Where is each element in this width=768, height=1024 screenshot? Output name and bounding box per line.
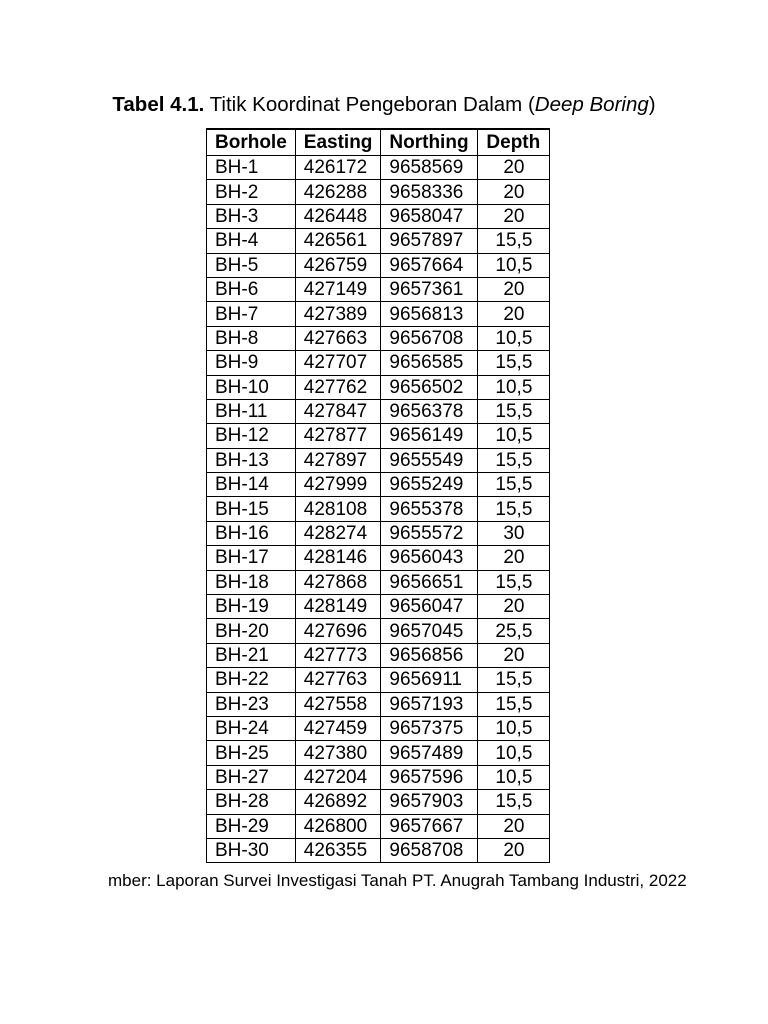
cell-borhole: BH-11 <box>207 399 296 423</box>
cell-borhole: BH-9 <box>207 351 296 375</box>
table-body <box>207 156 550 863</box>
table-row <box>207 302 550 326</box>
cell-northing: 9656378 <box>381 399 478 423</box>
cell-northing: 9657897 <box>381 229 478 253</box>
cell-northing: 9656651 <box>381 570 478 594</box>
cell-northing: 9656911 <box>381 668 478 692</box>
table-row <box>207 351 550 375</box>
cell-depth: 15,5 <box>478 229 550 253</box>
cell-depth: 20 <box>478 643 550 667</box>
table-header-row <box>207 129 550 156</box>
cell-depth: 20 <box>478 204 550 228</box>
cell-northing: 9656502 <box>381 375 478 399</box>
cell-easting: 428149 <box>295 595 381 619</box>
cell-depth: 20 <box>478 156 550 180</box>
cell-depth: 10,5 <box>478 765 550 789</box>
cell-easting: 427999 <box>295 473 381 497</box>
table-row <box>207 521 550 545</box>
cell-depth: 10,5 <box>478 326 550 350</box>
cell-depth: 10,5 <box>478 375 550 399</box>
cell-northing: 9656043 <box>381 546 478 570</box>
cell-depth: 20 <box>478 180 550 204</box>
cell-borhole: BH-18 <box>207 570 296 594</box>
cell-northing: 9656708 <box>381 326 478 350</box>
cell-northing: 9657667 <box>381 814 478 838</box>
cell-borhole: BH-1 <box>207 156 296 180</box>
cell-borhole: BH-7 <box>207 302 296 326</box>
cell-northing: 9657596 <box>381 765 478 789</box>
cell-easting: 426561 <box>295 229 381 253</box>
source-note: mber: Laporan Survei Investigasi Tanah PT. Anugrah Tambang Industri, 2022 <box>108 871 687 890</box>
borehole-table <box>206 128 550 863</box>
cell-easting: 427762 <box>295 375 381 399</box>
cell-easting: 427773 <box>295 643 381 667</box>
cell-depth: 10,5 <box>478 716 550 740</box>
cell-northing: 9658336 <box>381 180 478 204</box>
cell-depth: 25,5 <box>478 619 550 643</box>
cell-borhole: BH-19 <box>207 595 296 619</box>
cell-borhole: BH-10 <box>207 375 296 399</box>
cell-easting: 427149 <box>295 277 381 301</box>
cell-borhole: BH-25 <box>207 741 296 765</box>
cell-easting: 428108 <box>295 497 381 521</box>
cell-easting: 427663 <box>295 326 381 350</box>
cell-easting: 427763 <box>295 668 381 692</box>
table-row <box>207 595 550 619</box>
cell-borhole: BH-8 <box>207 326 296 350</box>
cell-depth: 20 <box>478 814 550 838</box>
cell-northing: 9657361 <box>381 277 478 301</box>
cell-depth: 30 <box>478 521 550 545</box>
cell-northing: 9658047 <box>381 204 478 228</box>
cell-borhole: BH-15 <box>207 497 296 521</box>
table-row <box>207 180 550 204</box>
cell-easting: 427877 <box>295 424 381 448</box>
cell-borhole: BH-21 <box>207 643 296 667</box>
cell-northing: 9657045 <box>381 619 478 643</box>
cell-easting: 426448 <box>295 204 381 228</box>
table-row <box>207 790 550 814</box>
cell-depth: 15,5 <box>478 399 550 423</box>
caption-title: Titik Koordinat Pengeboran Dalam ( <box>209 93 535 116</box>
cell-easting: 427868 <box>295 570 381 594</box>
table-row <box>207 204 550 228</box>
cell-depth: 15,5 <box>478 790 550 814</box>
table-row <box>207 838 550 862</box>
table-row <box>207 399 550 423</box>
cell-depth: 10,5 <box>478 741 550 765</box>
table-row <box>207 643 550 667</box>
cell-depth: 10,5 <box>478 424 550 448</box>
table-row <box>207 765 550 789</box>
caption-title-close: ) <box>648 93 656 116</box>
cell-northing: 9655549 <box>381 448 478 472</box>
cell-borhole: BH-20 <box>207 619 296 643</box>
cell-depth: 20 <box>478 546 550 570</box>
table-row <box>207 619 550 643</box>
cell-easting: 428146 <box>295 546 381 570</box>
table-row <box>207 448 550 472</box>
table-row <box>207 375 550 399</box>
cell-borhole: BH-16 <box>207 521 296 545</box>
cell-borhole: BH-12 <box>207 424 296 448</box>
table-row <box>207 253 550 277</box>
cell-borhole: BH-6 <box>207 277 296 301</box>
cell-northing: 9657903 <box>381 790 478 814</box>
cell-depth: 20 <box>478 595 550 619</box>
table-row <box>207 424 550 448</box>
table-row <box>207 326 550 350</box>
table-row <box>207 741 550 765</box>
header-borhole: Borhole <box>207 129 296 156</box>
cell-easting: 427696 <box>295 619 381 643</box>
cell-depth: 20 <box>478 838 550 862</box>
cell-easting: 427204 <box>295 765 381 789</box>
cell-depth: 15,5 <box>478 473 550 497</box>
table-row <box>207 692 550 716</box>
cell-northing: 9657193 <box>381 692 478 716</box>
cell-easting: 427847 <box>295 399 381 423</box>
cell-borhole: BH-14 <box>207 473 296 497</box>
cell-easting: 427389 <box>295 302 381 326</box>
cell-borhole: BH-27 <box>207 765 296 789</box>
cell-easting: 426892 <box>295 790 381 814</box>
table-row <box>207 229 550 253</box>
cell-depth: 20 <box>478 277 550 301</box>
table-row <box>207 546 550 570</box>
table-row <box>207 716 550 740</box>
cell-northing: 9655378 <box>381 497 478 521</box>
cell-borhole: BH-4 <box>207 229 296 253</box>
table-row <box>207 473 550 497</box>
cell-depth: 15,5 <box>478 668 550 692</box>
table-row <box>207 497 550 521</box>
cell-northing: 9656149 <box>381 424 478 448</box>
cell-northing: 9658708 <box>381 838 478 862</box>
cell-borhole: BH-29 <box>207 814 296 838</box>
table-caption <box>0 92 768 118</box>
cell-borhole: BH-30 <box>207 838 296 862</box>
cell-northing: 9655249 <box>381 473 478 497</box>
caption-title-italic: Deep Boring <box>534 93 649 116</box>
cell-easting: 426759 <box>295 253 381 277</box>
cell-easting: 427707 <box>295 351 381 375</box>
cell-depth: 15,5 <box>478 497 550 521</box>
cell-easting: 426355 <box>295 838 381 862</box>
table-row <box>207 277 550 301</box>
cell-northing: 9657375 <box>381 716 478 740</box>
cell-northing: 9655572 <box>381 521 478 545</box>
table-row <box>207 668 550 692</box>
cell-northing: 9656047 <box>381 595 478 619</box>
cell-borhole: BH-28 <box>207 790 296 814</box>
cell-easting: 427459 <box>295 716 381 740</box>
header-northing: Northing <box>381 129 478 156</box>
cell-depth: 15,5 <box>478 351 550 375</box>
cell-northing: 9656856 <box>381 643 478 667</box>
cell-easting: 428274 <box>295 521 381 545</box>
table-row <box>207 156 550 180</box>
cell-borhole: BH-23 <box>207 692 296 716</box>
table-row <box>207 570 550 594</box>
cell-borhole: BH-13 <box>207 448 296 472</box>
cell-depth: 10,5 <box>478 253 550 277</box>
cell-borhole: BH-2 <box>207 180 296 204</box>
cell-borhole: BH-24 <box>207 716 296 740</box>
cell-northing: 9656585 <box>381 351 478 375</box>
cell-borhole: BH-5 <box>207 253 296 277</box>
cell-northing: 9658569 <box>381 156 478 180</box>
cell-depth: 15,5 <box>478 570 550 594</box>
header-depth: Depth <box>478 129 550 156</box>
table-row <box>207 814 550 838</box>
cell-depth: 20 <box>478 302 550 326</box>
cell-borhole: BH-22 <box>207 668 296 692</box>
cell-easting: 426288 <box>295 180 381 204</box>
cell-easting: 426800 <box>295 814 381 838</box>
cell-northing: 9656813 <box>381 302 478 326</box>
cell-easting: 427380 <box>295 741 381 765</box>
cell-borhole: BH-3 <box>207 204 296 228</box>
cell-easting: 426172 <box>295 156 381 180</box>
cell-easting: 427897 <box>295 448 381 472</box>
cell-depth: 15,5 <box>478 692 550 716</box>
cell-northing: 9657664 <box>381 253 478 277</box>
cell-easting: 427558 <box>295 692 381 716</box>
cell-northing: 9657489 <box>381 741 478 765</box>
cell-borhole: BH-17 <box>207 546 296 570</box>
caption-number: Tabel 4.1. <box>112 93 205 116</box>
header-easting: Easting <box>295 129 381 156</box>
cell-depth: 15,5 <box>478 448 550 472</box>
